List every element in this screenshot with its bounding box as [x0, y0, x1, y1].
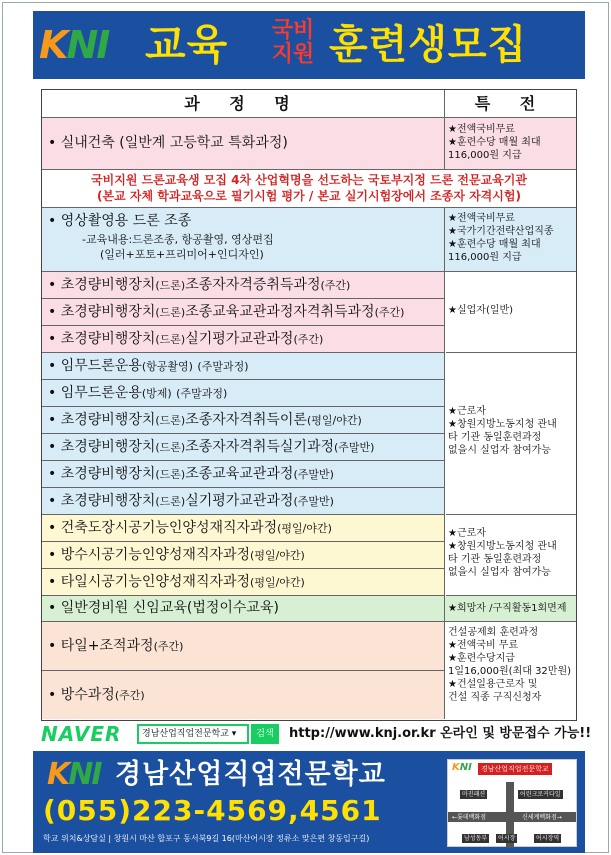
feature-line: 없을시 실업자 참여가능	[448, 445, 551, 456]
course-main: • 타일시공기능인양성재직자과정	[48, 574, 251, 590]
map-label: ←롯데백화점	[452, 814, 487, 821]
course-item	[42, 326, 445, 352]
course-rest: 조종자자격증취득과정	[185, 277, 321, 293]
feature-line: 1일16,000원(최대 32만원)	[448, 666, 572, 677]
course-rest: 조종교육교관과정자격취득과정	[185, 304, 375, 320]
course-main: • 건축도장시공기능인양성재직자과정	[48, 520, 278, 536]
table-row	[42, 596, 576, 622]
course-main: • 임무드론운용	[48, 358, 142, 374]
logo-k: K	[47, 757, 69, 792]
feature-drone	[446, 304, 513, 317]
drone-notice-line-1: 국비지원 드론교육생 모집 4차 산업혁명을 선도하는 국토부지정 드론 전문교육기관	[91, 173, 527, 187]
feature-line: ★훈련수당지급	[448, 653, 515, 664]
naver-search-input[interactable]: 경남산업직업전문학교 ▾	[137, 724, 249, 744]
feature-tile-group	[446, 622, 576, 719]
course-main: • 타일+조적과정	[48, 638, 154, 654]
course-item	[42, 434, 445, 460]
table-row	[42, 353, 445, 380]
course-schedule: (주간)	[293, 333, 324, 346]
course-main: • 초경량비행장치	[48, 277, 156, 293]
naver-logo: NAVER	[41, 722, 122, 746]
logo-k: K	[39, 23, 67, 67]
feature-line: 없을시 실업자 참여가능	[448, 567, 551, 578]
course-item	[42, 299, 445, 325]
school-name: 경남산업직업전문학교	[115, 759, 386, 790]
course-schedule: (주간)	[374, 306, 405, 319]
course-item	[42, 353, 445, 379]
course-main: • 초경량비행장치	[48, 304, 156, 320]
col-feature-header: 특 전	[474, 94, 548, 113]
map-label: 어시장역	[536, 835, 560, 842]
feature-line: ★전액국비무료	[448, 124, 515, 135]
course-main: • 초경량비행장치	[48, 412, 156, 428]
table-row	[42, 622, 445, 671]
government-support-badge	[265, 19, 321, 67]
feature-line: ★전액국비무료	[448, 213, 515, 224]
logo-ni: NI	[66, 23, 109, 67]
course-tag: (드론)	[155, 414, 186, 427]
course-main: • 초경량비행장치	[48, 493, 156, 509]
course-item	[42, 569, 445, 595]
course-video-drone-cell	[42, 208, 445, 271]
course-tag: (드론)	[155, 279, 186, 292]
map-logo: KNI	[452, 762, 472, 773]
naver-search-bar	[41, 722, 592, 746]
table-row	[42, 407, 445, 434]
course-schedule: (주말반)	[293, 495, 334, 508]
footer-banner	[33, 751, 585, 853]
feature-line: 타 기관 동일훈련과정	[448, 432, 542, 443]
table-row	[42, 434, 445, 461]
course-main: • 방수시공기능인양성재직자과정	[48, 547, 251, 563]
table-row	[42, 380, 445, 407]
feature-line: ★전액국비 무료	[448, 640, 519, 651]
table-row	[42, 671, 445, 719]
table-row	[42, 488, 445, 515]
course-tag: (드론)	[155, 306, 186, 319]
poster-frame	[2, 2, 609, 853]
feature-line: 건설공제회 훈련과정	[448, 627, 539, 638]
feature-line: ★근로자	[448, 528, 486, 539]
course-rest: 실기평가교관과정	[185, 331, 294, 347]
school-address: 학교 위치&상담실 | 창원시 마산 합포구 동서북9길 16(마산어시장 정류소 맞은편 창동입구길)	[43, 834, 370, 843]
table-row	[42, 515, 445, 542]
course-main: • 초경량비행장치	[48, 331, 156, 347]
table-row	[42, 299, 445, 326]
course-tag: (드론)	[155, 333, 186, 346]
table-row	[42, 272, 445, 299]
course-item	[42, 380, 445, 406]
course-item	[42, 515, 445, 541]
feature-line: ★창원지방노동지청 관내	[448, 419, 557, 430]
feature-line: ★근로자	[448, 406, 486, 417]
course-rest: 조종자자격취득실기과정	[185, 439, 334, 455]
map-label: 어린크로커다일	[520, 791, 561, 798]
feature-construct	[446, 527, 557, 579]
course-guard: • 일반경비원 신임교육(법정이수교육)	[42, 596, 445, 621]
phone-number: (055)223-4569,4561	[43, 794, 382, 827]
table-header-row	[42, 90, 576, 118]
course-schedule: (평일/야간)	[277, 522, 332, 535]
table-row	[42, 118, 576, 170]
course-schedule: (평일/야간)	[250, 576, 305, 589]
course-schedule: (주말반)	[334, 441, 375, 454]
course-item	[42, 671, 445, 719]
course-interior: • 실내건축 (일반계 고등학교 특화과정)	[42, 118, 445, 169]
course-schedule: (주간)	[114, 689, 145, 702]
feature-video-drone	[446, 208, 576, 271]
map-title: 경남산업직업전문학교	[478, 763, 552, 775]
title-recruit: 훈련생모집	[329, 22, 528, 68]
course-main: • 초경량비행장치	[48, 439, 156, 455]
map-label: 어시장	[498, 835, 516, 842]
feature-line: 타 기관 동일훈련과정	[448, 554, 542, 565]
feature-interior	[446, 118, 576, 169]
drone-notice-row	[42, 170, 576, 208]
table-row	[42, 542, 445, 569]
feature-weekend-group	[446, 353, 576, 515]
course-tag: (드론)	[155, 495, 186, 508]
table-row	[42, 208, 576, 272]
course-item	[42, 542, 445, 568]
course-item	[42, 407, 445, 433]
course-table	[41, 89, 577, 721]
feature-guard	[446, 596, 576, 621]
course-item	[42, 622, 445, 670]
map-label: 신세계백화점→	[522, 814, 562, 821]
feature-construct-group	[446, 515, 576, 596]
course-item	[42, 461, 445, 487]
table-row	[42, 326, 445, 353]
gov-line-1: 국비	[271, 18, 315, 43]
feature-line: 건설 직종 구직신청자	[448, 692, 542, 703]
course-tag: (방제)	[141, 387, 172, 400]
course-schedule: (주말과정)	[197, 360, 249, 373]
feature-line: ★훈련수당 매월 최대	[448, 137, 541, 148]
table-row	[42, 569, 445, 596]
feature-line: ★희망자 /구직활동1회면제	[448, 603, 567, 614]
course-schedule: (주말반)	[293, 468, 334, 481]
logo-ni: NI	[68, 757, 101, 792]
course-rest: 조종자자격취득이론	[185, 412, 307, 428]
feature-weekend	[446, 405, 557, 457]
drone-sub-line-2: (일러+포토+프리미어+인디자인)	[100, 248, 264, 261]
course-rest: 조종교육교관과정	[185, 466, 294, 482]
course-schedule: (평일/야간)	[306, 414, 362, 427]
drone-sub-line-1: -교육내용:드론조종, 항공촬영, 영상편집	[82, 233, 274, 246]
gov-line-2: 지원	[271, 42, 315, 67]
col-course-header: 과 정 명	[42, 90, 445, 117]
website-url[interactable]: http://www.knj.or.kr 온라인 및 방문접수 가능!!	[289, 726, 592, 741]
feature-line: 116,000원 지급	[448, 252, 522, 263]
course-tag: (드론)	[155, 441, 186, 454]
course-main: • 임무드론운용	[48, 385, 142, 401]
map-label: 마진패션	[462, 791, 486, 798]
course-rest: 실기평가교관과정	[185, 493, 294, 509]
course-schedule: (주간)	[320, 279, 351, 292]
drone-notice-line-2: (본교 자체 학과교육으로 필기시험 평가 / 본교 실기시험장에서 조종자 자격시험)	[97, 189, 521, 203]
feature-line: ★건설일용근로자 및	[448, 679, 538, 690]
feature-tile	[446, 626, 571, 704]
course-video-drone: • 영상촬영용 드론 조종	[48, 213, 192, 229]
feature-line: ★창원지방노동지청 관내	[448, 541, 557, 552]
feature-line: 116,000원 지급	[448, 150, 522, 161]
map-label: 남성동부	[464, 835, 488, 842]
table-row	[42, 461, 445, 488]
header-banner	[33, 11, 585, 79]
location-map	[447, 759, 577, 847]
feature-line: ★훈련수당 매월 최대	[448, 239, 541, 250]
footer-kni-logo	[47, 759, 101, 791]
naver-search-button[interactable]: 검색	[251, 724, 279, 744]
feature-line: ★국가기간전략산업직종	[448, 226, 554, 237]
kni-logo	[39, 25, 139, 65]
title-education: 교육	[145, 20, 229, 69]
course-tag: (드론)	[155, 468, 186, 481]
feature-drone-group	[446, 272, 576, 353]
course-main: • 초경량비행장치	[48, 466, 156, 482]
course-schedule: (주말과정)	[176, 387, 228, 400]
course-main: • 방수과정	[48, 687, 115, 703]
course-tag: (항공촬영)	[141, 360, 193, 373]
feature-line: ★실업자(일반)	[448, 305, 514, 316]
course-item	[42, 488, 445, 514]
course-schedule: (주간)	[153, 640, 184, 653]
course-item	[42, 272, 445, 298]
course-schedule: (평일/야간)	[250, 549, 305, 562]
